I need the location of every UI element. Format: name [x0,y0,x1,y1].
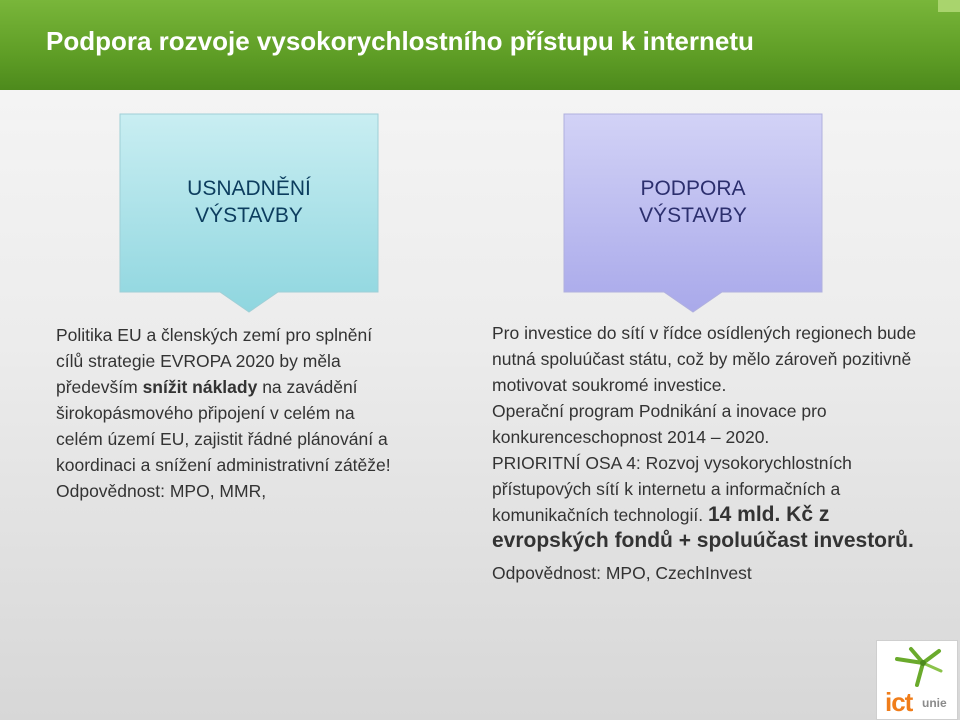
logo-text: ict [885,687,913,717]
left-text-line: Politika EU a členských zemí pro splnění [56,325,373,345]
title-bar-corner-accent [938,0,960,12]
callout-podpora-vystavby [562,112,824,314]
ict-unie-logo [876,640,958,720]
callout-left-label [118,112,380,292]
right-text-emphasis: 14 mld. Kč z evropských fondů + spoluúčast investorů. [492,503,914,552]
right-text-block [492,320,942,586]
callout-usnadneni-vystavby [118,112,380,314]
left-text-line: širokopásmového připojení v celém na [56,403,355,423]
logo-emblem-icon [877,641,957,691]
callout-left-line1: USNADNĚNÍ [187,177,311,200]
left-text-line: cílů strategie EVROPA 2020 by měla [56,351,341,371]
left-text-emphasis: snížit náklady [142,377,258,397]
callout-left-line2: VÝSTAVBY [195,204,303,227]
left-text-line: celém území EU, zajistit řádné plánování a [56,429,388,449]
right-text-paragraph: Pro investice do sítí v řídce osídlených regionech bude nutná spoluúčast státu, což by mělo zároveň pozitivně motivovat soukromé investice. [492,323,917,395]
left-text-line [56,374,466,400]
right-text-segment: PRIORITNÍ OSA 4: Rozvoj vysokorychlostních přístupových sítí k internetu a informačních a komunikačních technologií. [492,453,852,525]
right-text-paragraph: Operační program Podnikání a inovace pro konkurenceschopnost 2014 – 2020. [492,401,827,447]
page-title: Podpora rozvoje vysokorychlostního přístupu k internetu [46,26,754,56]
callout-right-label [562,112,824,292]
left-text-line: Odpovědnost: MPO, MMR, [56,481,267,501]
left-text-segment: především [56,377,143,397]
left-text-block [56,322,466,504]
title-bar [0,0,960,90]
callout-right-line2: VÝSTAVBY [639,204,747,227]
right-text-paragraph: Odpovědnost: MPO, CzechInvest [492,563,752,583]
left-text-segment: na zavádění [257,377,358,397]
logo-subtext: unie [922,696,947,710]
callout-right-line1: PODPORA [640,177,746,200]
right-text-paragraph [492,450,942,554]
left-text-line: koordinaci a snížení administrativní zátěže! [56,455,391,475]
